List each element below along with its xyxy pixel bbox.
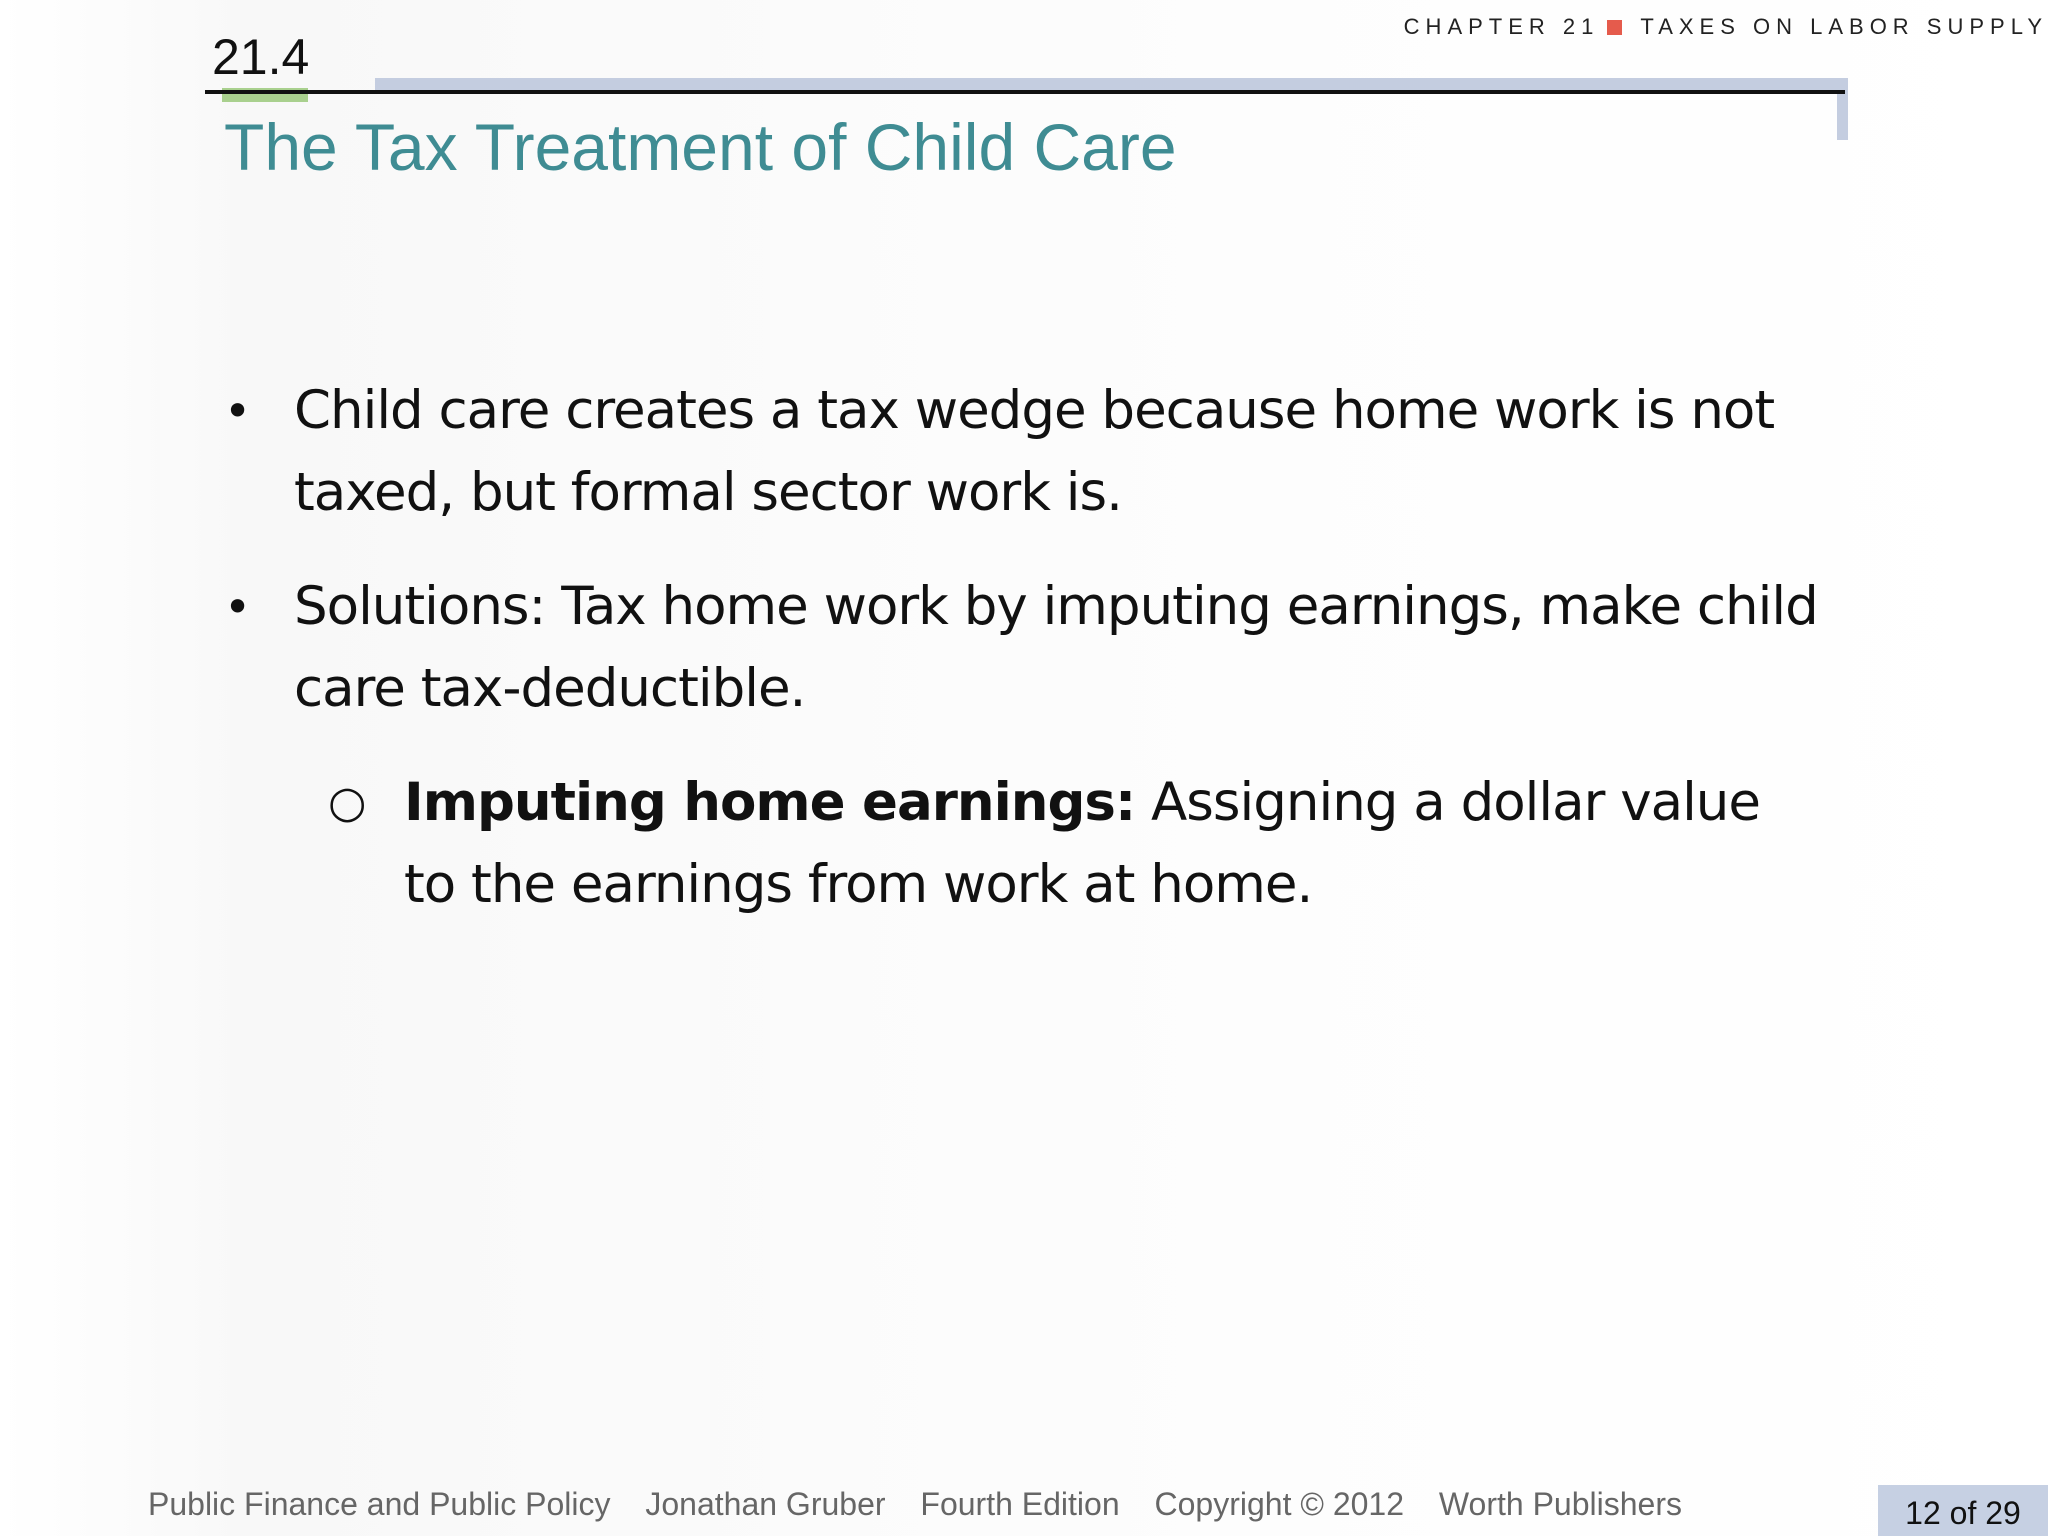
bullet-marker: • bbox=[224, 384, 251, 438]
footer-author: Jonathan Gruber bbox=[645, 1486, 886, 1522]
footer-copyright: Copyright © 2012 bbox=[1154, 1486, 1405, 1522]
chapter-header bbox=[1328, 14, 2048, 40]
chapter-separator-square bbox=[1607, 20, 1622, 35]
definition-term: Imputing home earnings: bbox=[404, 772, 1136, 833]
subbullet-text bbox=[404, 762, 1820, 926]
slide-title: The Tax Treatment of Child Care bbox=[224, 110, 1177, 184]
bullet-text: Solutions: Tax home work by imputing earnings, make child care tax-deductible. bbox=[294, 576, 1818, 719]
bullet-text: Child care creates a tax wedge because home work is not taxed, but formal sector work is. bbox=[294, 380, 1775, 523]
slide-content bbox=[220, 370, 1820, 926]
header-rule-shadow-edge bbox=[1837, 78, 1848, 140]
bullet-item bbox=[220, 370, 1820, 534]
header-rule-shadow bbox=[375, 78, 1848, 90]
bullet-marker: • bbox=[224, 580, 251, 634]
bullet-item bbox=[220, 566, 1820, 730]
chapter-label: CHAPTER 21 bbox=[1403, 14, 1600, 39]
page-indicator: 12 of 29 bbox=[1878, 1485, 2048, 1536]
footer-book: Public Finance and Public Policy bbox=[148, 1486, 611, 1522]
footer bbox=[148, 1486, 1682, 1523]
section-number: 21.4 bbox=[212, 29, 310, 85]
footer-publisher: Worth Publishers bbox=[1438, 1486, 1682, 1522]
chapter-title: TAXES ON LABOR SUPPLY bbox=[1640, 14, 2048, 39]
definition-text: Assigning a dollar value to the earnings from work at home. bbox=[404, 772, 1761, 915]
header-rule bbox=[205, 90, 1845, 94]
subbullet-item bbox=[328, 762, 1820, 926]
subbullet-marker: ○ bbox=[328, 777, 366, 828]
footer-edition: Fourth Edition bbox=[920, 1486, 1120, 1522]
